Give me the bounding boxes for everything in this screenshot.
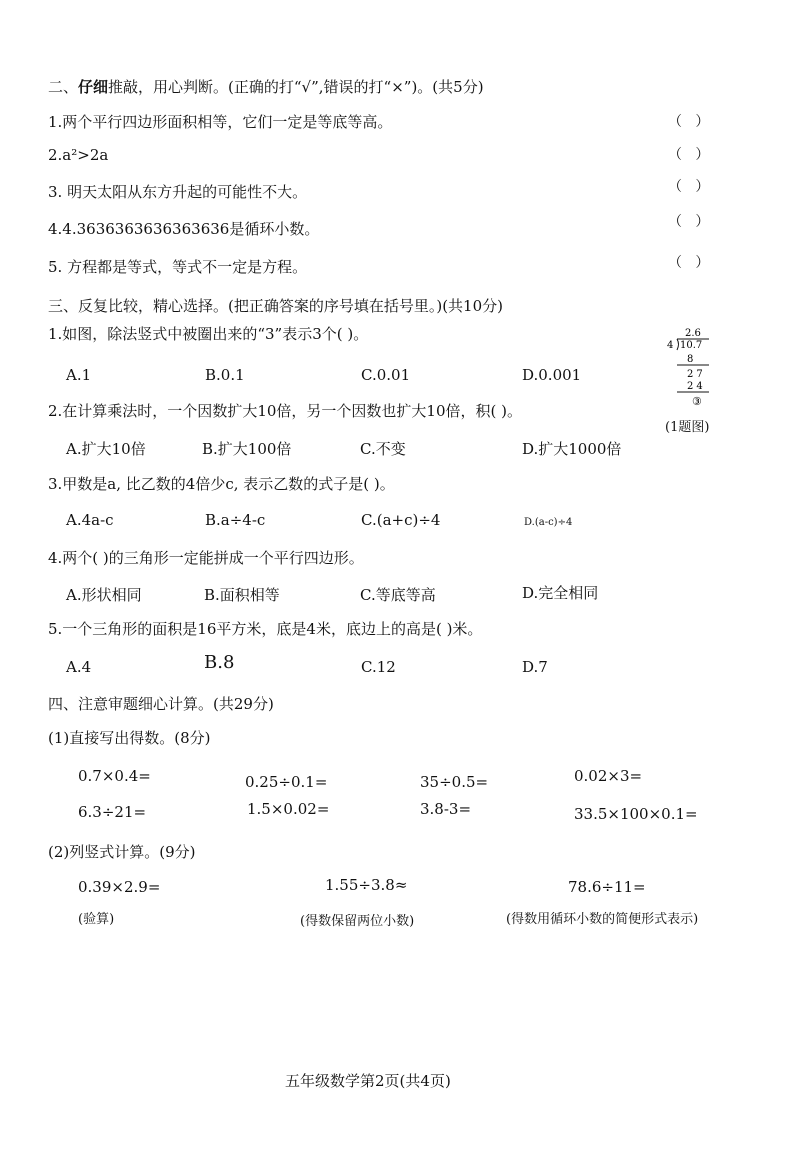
- q4-option-a[interactable]: A.形状相同: [66, 586, 142, 604]
- calc-item-6: 1.5×0.02=: [247, 800, 330, 818]
- section2-title-bold: 仔细: [78, 78, 109, 96]
- section2-title: [48, 78, 484, 96]
- judge-item-4: 4.4.3636363636363636是循环小数。: [48, 220, 320, 238]
- division-step-3: 24: [687, 381, 706, 392]
- note-two-decimals: (得数保留两位小数): [300, 914, 415, 929]
- part2-title: (2)列竖式计算。(9分): [48, 843, 196, 861]
- q4-option-c[interactable]: C.等底等高: [360, 586, 436, 604]
- q1-option-a[interactable]: A.1: [66, 366, 92, 384]
- note-repeating-decimal: (得数用循环小数的简便形式表示): [506, 912, 699, 927]
- q4-option-d[interactable]: D.完全相同: [522, 584, 599, 602]
- judge-item-1: 1.两个平行四边形面积相等，它们一定是等底等高。: [48, 113, 393, 131]
- section2-title-prefix: 二、: [48, 78, 79, 96]
- division-divisor: 4: [667, 340, 674, 351]
- judge-item-3: 3. 明天太阳从东方升起的可能性不大。: [48, 183, 308, 201]
- q4-option-b[interactable]: B.面积相等: [204, 586, 280, 604]
- division-circled-3: ③: [692, 395, 702, 408]
- calc-item-3: 35÷0.5=: [420, 773, 489, 791]
- part1-title: (1)直接写出得数。(8分): [48, 729, 211, 747]
- judge-item-2: 2.a²>2a: [48, 146, 109, 164]
- calc-item-7: 3.8-3=: [420, 800, 472, 818]
- calc-item-5: 6.3÷21=: [78, 803, 147, 821]
- question-1-stem: 1.如图，除法竖式中被圈出来的“3”表示3个( )。: [48, 325, 369, 343]
- vertical-calc-3: 78.6÷11=: [568, 878, 646, 896]
- question-5-stem: 5.一个三角形的面积是16平方米，底是4米，底边上的高是( )米。: [48, 620, 483, 638]
- q2-option-b[interactable]: B.扩大100倍: [202, 440, 292, 458]
- calc-item-4: 0.02×3=: [574, 767, 643, 785]
- section2-title-rest: 推敲，用心判断。(正确的打“√”,错误的打“×”)。(共5分): [108, 78, 484, 96]
- q5-option-b[interactable]: B.8: [204, 652, 235, 673]
- question-3-stem: 3.甲数是a, 比乙数的4倍少c, 表示乙数的式子是( )。: [48, 475, 395, 493]
- calc-item-2: 0.25÷0.1=: [245, 773, 328, 791]
- vertical-calc-2: 1.55÷3.8≈: [325, 876, 408, 894]
- q2-option-d[interactable]: D.扩大1000倍: [522, 440, 622, 458]
- answer-blank-1[interactable]: （ ）: [668, 114, 710, 130]
- division-step-2: 27: [687, 369, 706, 380]
- vertical-calc-1: 0.39×2.9=: [78, 878, 161, 896]
- page-footer: 五年级数学第2页(共4页): [285, 1072, 451, 1090]
- answer-blank-5[interactable]: （ ）: [668, 255, 710, 271]
- calc-item-1: 0.7×0.4=: [78, 767, 151, 785]
- answer-blank-4[interactable]: （ ）: [668, 214, 710, 230]
- division-quotient: 2.6: [685, 328, 701, 339]
- question-2-stem: 2.在计算乘法时，一个因数扩大10倍，另一个因数也扩大10倍，积( )。: [48, 402, 522, 420]
- q2-option-c[interactable]: C.不变: [360, 440, 406, 458]
- answer-blank-2[interactable]: （ ）: [668, 147, 710, 163]
- q1-option-c[interactable]: C.0.01: [361, 366, 411, 384]
- q5-option-d[interactable]: D.7: [522, 658, 548, 676]
- judge-item-5: 5. 方程都是等式，等式不一定是方程。: [48, 258, 308, 276]
- q3-option-b[interactable]: B.a÷4-c: [205, 511, 266, 529]
- division-step-1: 8: [687, 354, 694, 365]
- calc-item-8: 33.5×100×0.1=: [574, 805, 698, 823]
- q3-option-d[interactable]: D.(a-c)÷4: [524, 517, 573, 528]
- section3-title: 三、反复比较，精心选择。(把正确答案的序号填在括号里。)(共10分): [48, 297, 503, 315]
- q5-option-c[interactable]: C.12: [361, 658, 396, 676]
- q3-option-c[interactable]: C.(a+c)÷4: [361, 511, 441, 529]
- answer-blank-3[interactable]: （ ）: [668, 179, 710, 195]
- division-dividend: 10.7: [680, 340, 703, 351]
- q1-option-b[interactable]: B.0.1: [205, 366, 245, 384]
- section4-title: 四、注意审题细心计算。(共29分): [48, 695, 274, 713]
- figure-caption: (1题图): [665, 420, 710, 435]
- note-check: (验算): [78, 912, 115, 927]
- q5-option-a[interactable]: A.4: [66, 658, 92, 676]
- q3-option-a[interactable]: A.4a-c: [66, 511, 114, 529]
- q2-option-a[interactable]: A.扩大10倍: [66, 440, 146, 458]
- q1-option-d[interactable]: D.0.001: [522, 366, 582, 384]
- division-bracket: [677, 339, 679, 350]
- long-division-figure: [665, 326, 715, 410]
- question-4-stem: 4.两个( )的三角形一定能拼成一个平行四边形。: [48, 549, 364, 567]
